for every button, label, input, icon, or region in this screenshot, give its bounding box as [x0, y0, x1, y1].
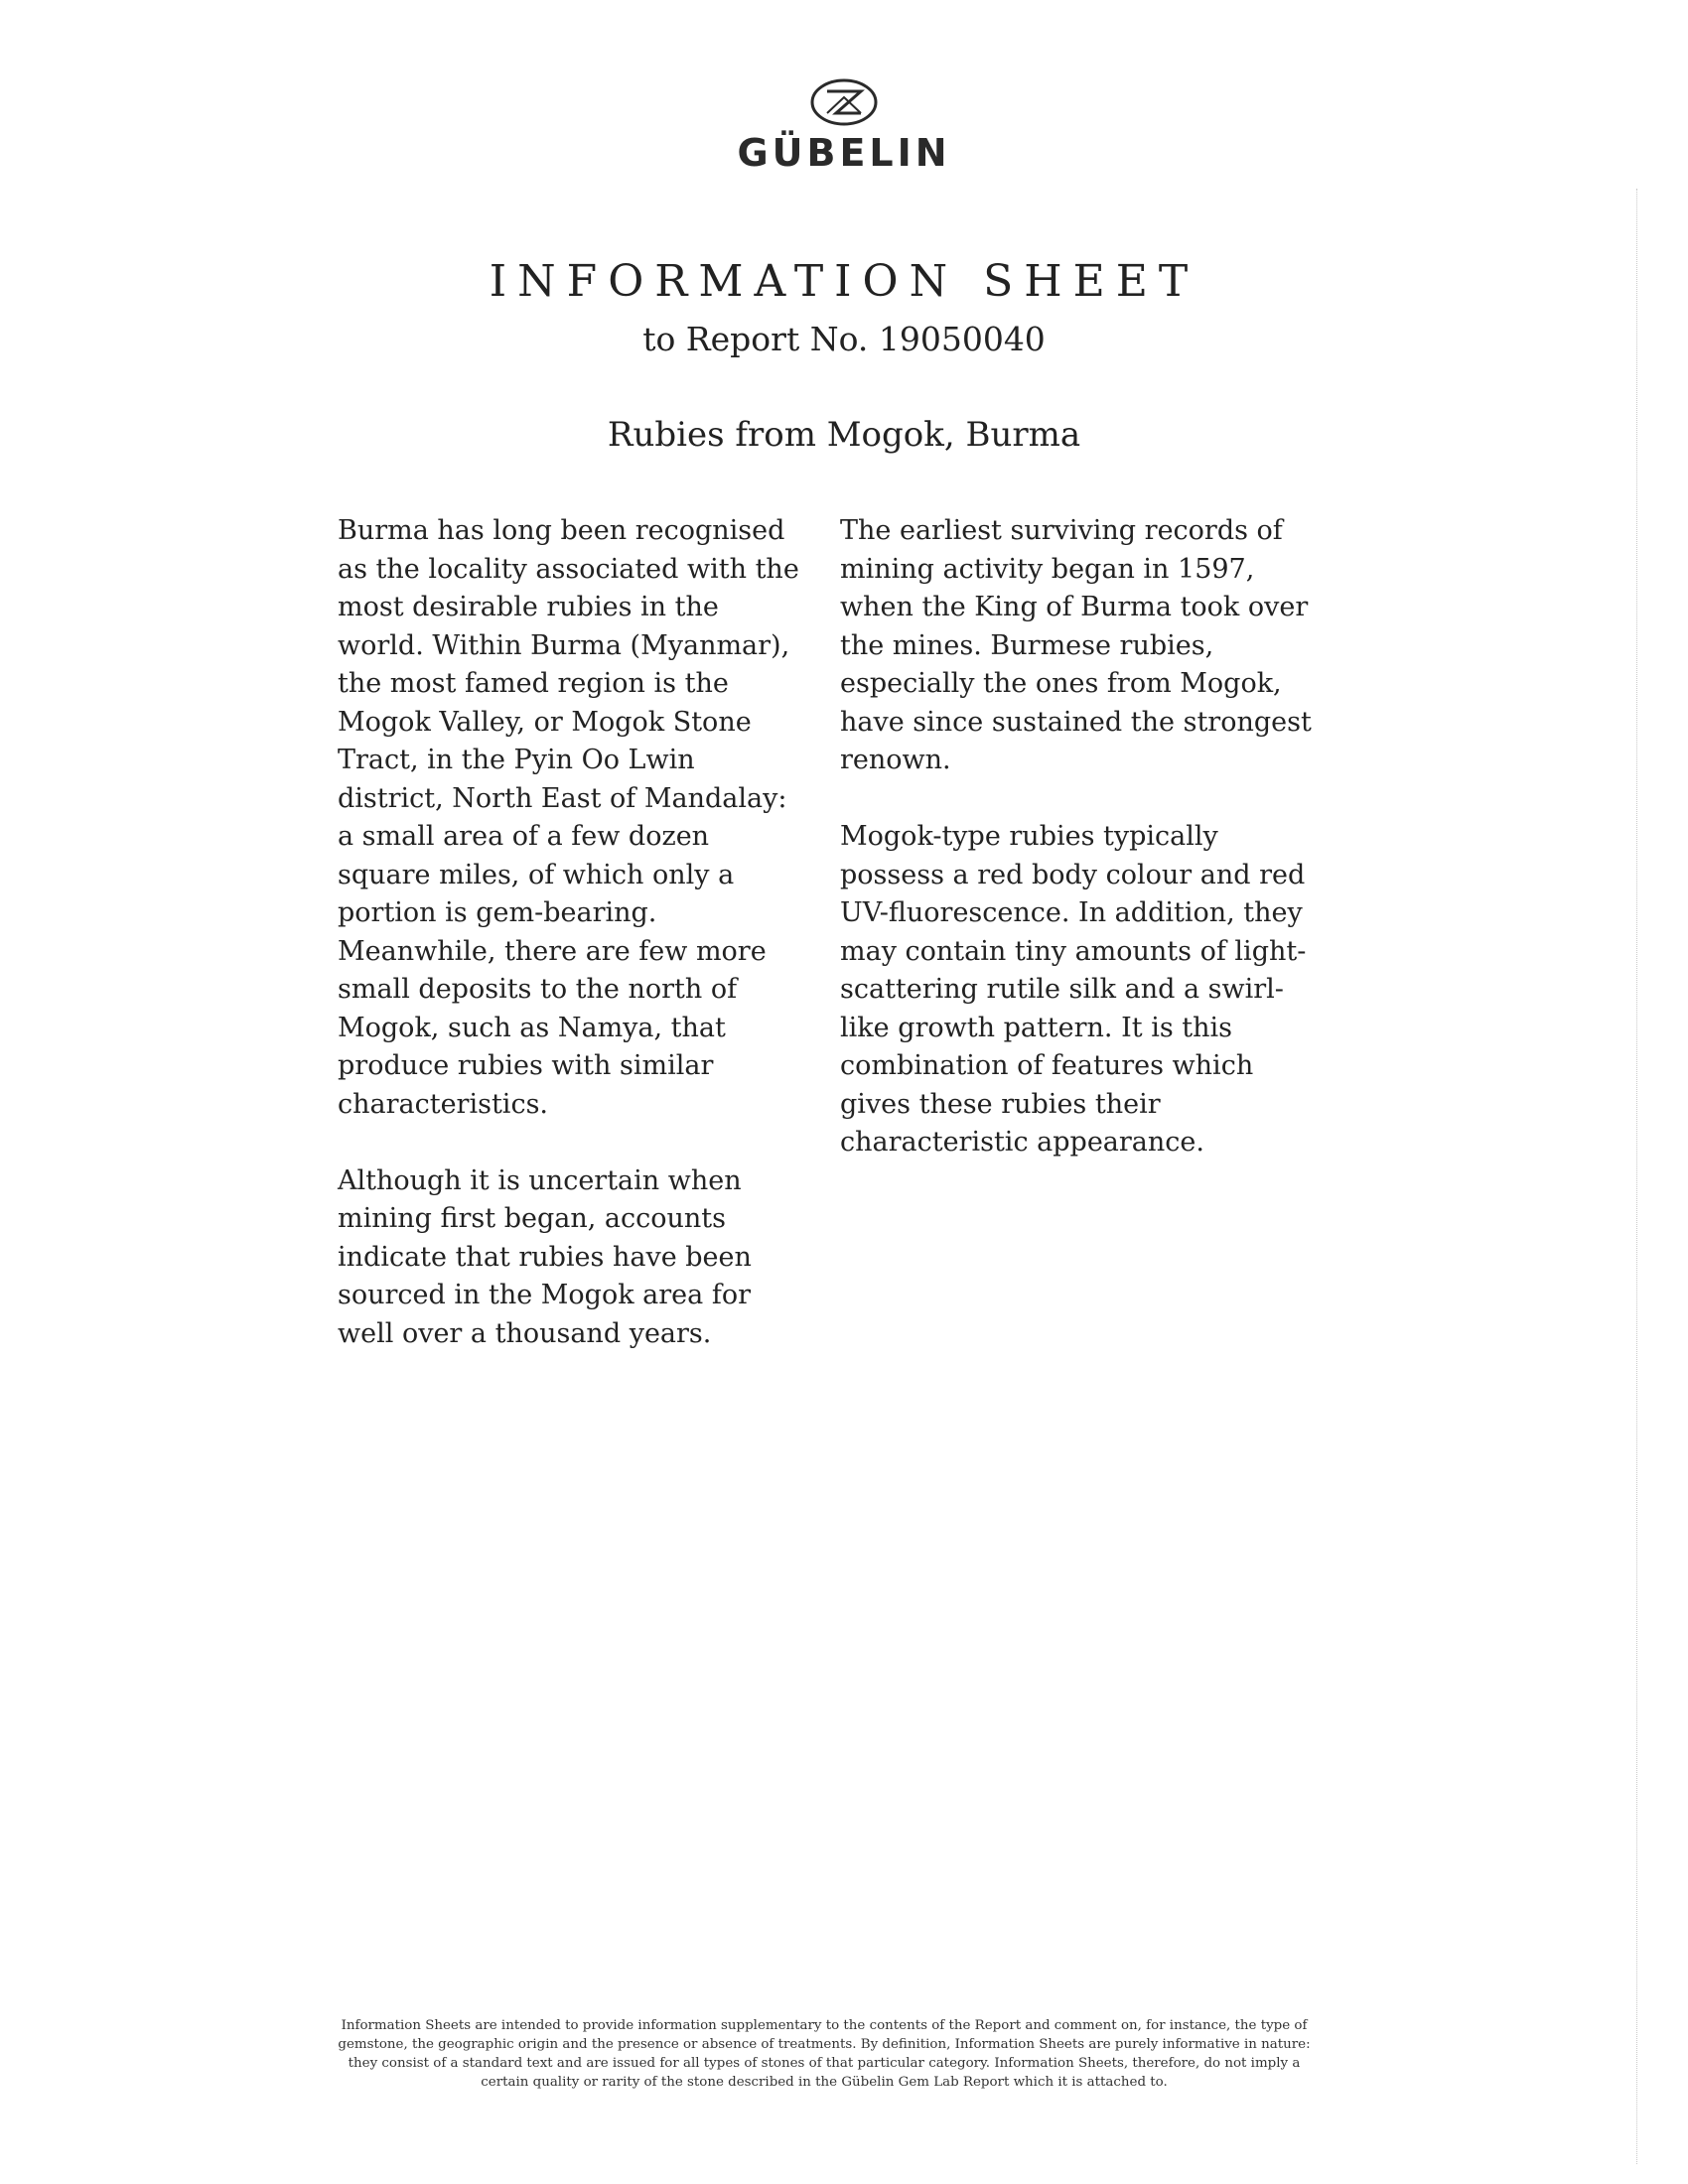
- paragraph: Mogok-type rubies typically possess a red body colour and red UV-fluorescence. In addition, they may contain tiny amounts of light-scattering rutile silk and a swirl-like growth pattern. It is this combination of features which gives these rubies their characteristic appearance.: [840, 821, 1307, 1158]
- page-title: INFORMATION SHEET: [489, 256, 1199, 307]
- right-column: [840, 512, 1321, 1200]
- scan-edge-divider: [1636, 189, 1637, 2164]
- report-number: to Report No. 19050040: [642, 320, 1046, 358]
- brand-name: GÜBELIN: [737, 131, 951, 175]
- section-heading: Rubies from Mogok, Burma: [607, 415, 1081, 455]
- gubelin-logo: [0, 77, 1688, 175]
- paragraph: Burma has long been recognised as the locality associated with the most desirable rubies in the world. Within Burma (Myanmar), the most famed region is the Mogok Valley, or Mogok Stone Tract, in the Pyin Oo Lwin district, North East of Mandalay: a small area of a few dozen square miles, of which only a portion is gem-bearing. Meanwhile, there are few more small deposits to the north of Mogok, such as Namya, that produce rubies with similar characteristics.: [338, 515, 799, 1120]
- disclaimer-footer: Information Sheets are intended to provide information supplementary to the contents of the Report and comment on, for instance, the type of gemstone, the geographic origin and the presence or absence of treatments. By definition, Information Sheets are purely informative in nature: they consist of a standard text and are issued for all types of stones of that particular category. Information Sheets, therefore, do not imply a certain quality or rarity of the stone described in the Gübelin Gem Lab Report which it is attached to.: [338, 2018, 1311, 2090]
- left-column: [338, 512, 804, 1392]
- gubelin-emblem-icon: [809, 77, 879, 127]
- paragraph: The earliest surviving records of mining activity began in 1597, when the King of Burma took over the mines. Burmese rubies, especially the ones from Mogok, have since sustained the strongest renown.: [840, 515, 1312, 775]
- paragraph: Although it is uncertain when mining first began, accounts indicate that rubies have been sourced in the Mogok area for well over a thousand years.: [338, 1164, 752, 1349]
